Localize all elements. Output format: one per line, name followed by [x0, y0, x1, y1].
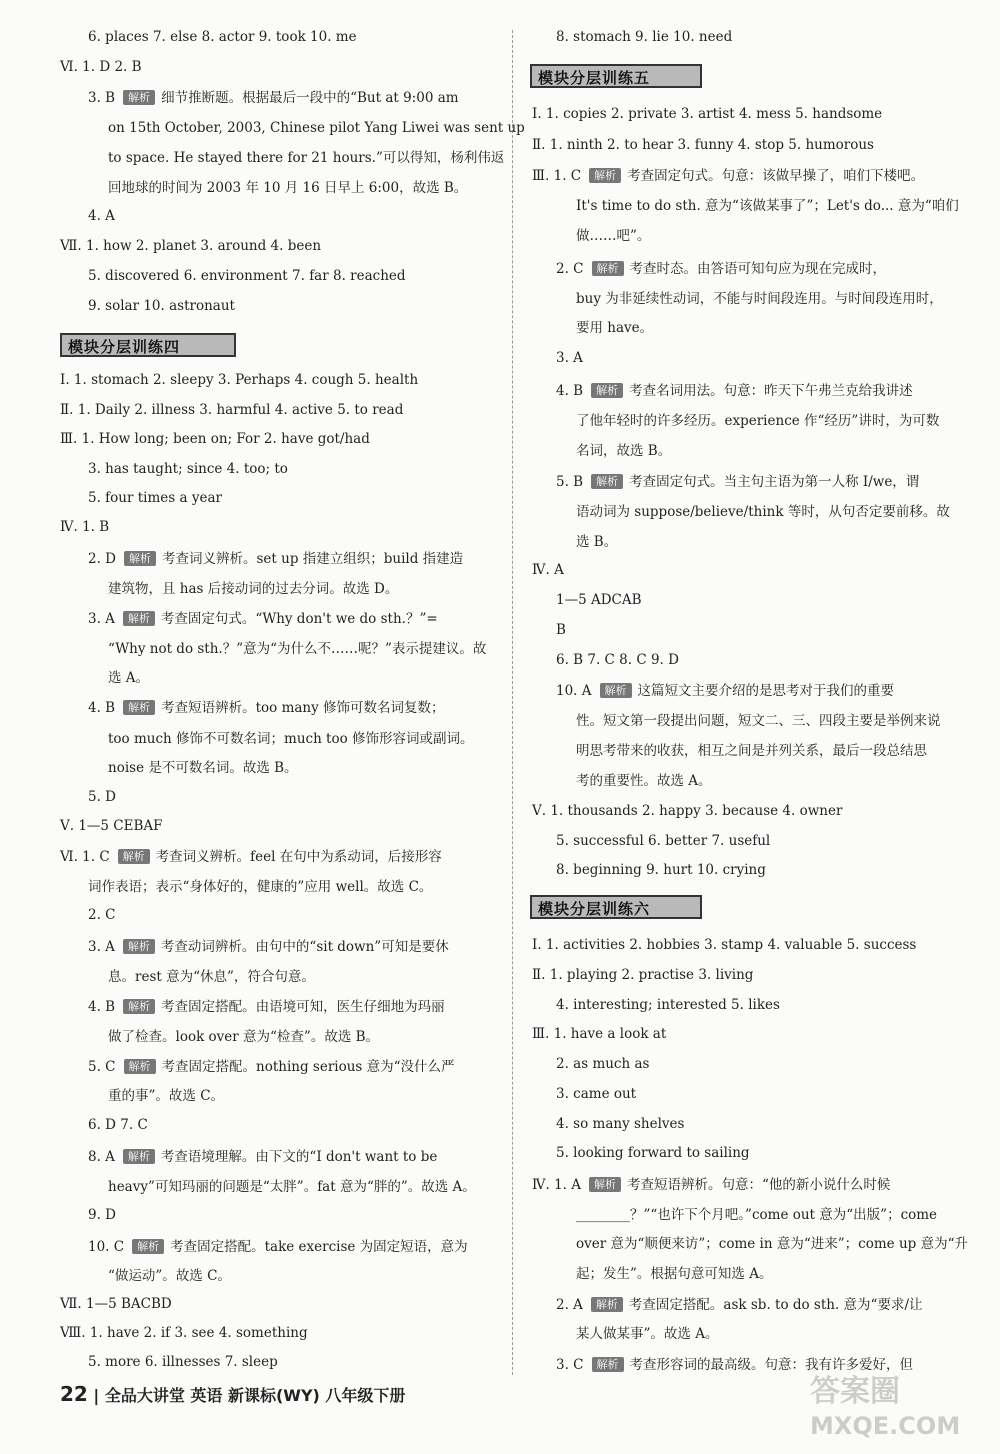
right-answer-line: [556, 1143, 750, 1163]
answer-text: Ⅲ. 1. have a look at: [532, 1026, 667, 1042]
answer-text: Ⅳ. A: [532, 562, 564, 578]
left-answer-line: [108, 1177, 476, 1197]
right-answer-line: [576, 741, 927, 761]
left-answer-line: [60, 236, 321, 256]
answer-text: 5. discovered 6. environment 7. far 8. reached: [88, 268, 406, 284]
answer-text: 了他年轻时的许多经历。experience 作“经历”讲时，为可数: [576, 413, 940, 429]
answer-text: 做……吧”。: [576, 228, 651, 244]
right-answer-line: [576, 441, 671, 461]
left-answer-line: [88, 877, 432, 897]
answer-text: 词作表语；表示“身体好的，健康的”应用 well。故选 C。: [88, 879, 433, 895]
right-answer-line: [556, 348, 583, 368]
answer-text: 8. stomach 9. lie 10. need: [556, 29, 733, 45]
left-answer-line: [60, 370, 418, 390]
watermark-text-url: MXQE.COM: [810, 1412, 961, 1440]
answer-text: Ⅴ. 1—5 CEBAF: [60, 818, 163, 834]
answer-text: 明思考带来的收获，相互之间是并列关系，最后一段总结思: [576, 743, 927, 759]
answer-text: 5. more 6. illnesses 7. sleep: [88, 1354, 278, 1370]
answer-text: Ⅰ. 1. copies 2. private 3. artist 4. mess 5. handsome: [532, 106, 883, 122]
left-answer-line: [60, 1294, 172, 1314]
answer-text: 某人做某事”。故选 A。: [576, 1326, 719, 1342]
left-answer-line: [88, 1352, 278, 1372]
answer-text: noise 是不可数名词。故选 B。: [108, 760, 298, 776]
left-answer-line: [88, 787, 116, 807]
right-answer-line: [556, 620, 566, 640]
left-answer-line: [60, 429, 370, 449]
right-answer-line: [532, 801, 842, 821]
left-answer-line: [88, 1115, 148, 1135]
answer-text: 性。短文第一段提出问题，短文二、三、四段主要是举例来说: [576, 713, 941, 729]
answer-text: 2. D: [88, 551, 116, 567]
answer-text: 建筑物，且 has 后接动词的过去分词。故选 D。: [108, 581, 399, 597]
right-answer-line: [576, 532, 617, 552]
analysis-tag: 解析: [592, 1357, 624, 1372]
answer-text: 语动词为 suppose/believe/think 等时，从句否定要前移。故: [576, 504, 950, 520]
right-answer-line: [556, 681, 894, 701]
answer-text: 2. A: [556, 1297, 583, 1313]
right-answer-line: [556, 1084, 636, 1104]
analysis-text: 考查词义辨析。set up 指建立组织；build 指建造: [162, 551, 464, 567]
left-answer-line: [108, 178, 467, 198]
answer-text: 回地球的时间为 2003 年 10 月 16 日早上 6:00，故选 B。: [108, 180, 468, 196]
left-answer-line: [88, 27, 357, 47]
analysis-text: 这篇短文主要介绍的是思考对于我们的重要: [637, 683, 895, 699]
left-answer-line: [60, 816, 163, 836]
answer-text: Ⅴ. 1. thousands 2. happy 3. because 4. owner: [532, 803, 843, 819]
right-answer-line: [556, 860, 766, 880]
left-answer-line: [88, 997, 445, 1017]
left-answer-line: [88, 609, 438, 629]
left-answer-line: [108, 118, 525, 138]
section-header: 模块分层训练六: [530, 895, 702, 919]
left-answer-line: [88, 88, 459, 108]
left-answer-line: [108, 1086, 224, 1106]
answer-text: heavy”可知玛丽的问题是“太胖”。fat 意为“胖的”。故选 A。: [108, 1179, 476, 1195]
analysis-tag: 解析: [123, 90, 155, 105]
answer-text: 1—5 ADCAB: [556, 592, 642, 608]
right-answer-line: [556, 1114, 684, 1134]
left-answer-line: [108, 758, 298, 778]
right-answer-line: [576, 196, 959, 216]
right-answer-line: [576, 1264, 772, 1284]
right-answer-line: [556, 1054, 649, 1074]
answer-text: Ⅵ. 1. D 2. B: [60, 59, 142, 75]
answer-text: 5. four times a year: [88, 490, 222, 506]
answer-text: 选 A。: [108, 670, 150, 686]
left-answer-line: [88, 1147, 437, 1167]
right-answer-line: [556, 831, 770, 851]
book-title: 全品大讲堂 英语 新课标(WY) 八年级下册: [104, 1386, 406, 1405]
answer-text: Ⅱ. 1. playing 2. practise 3. living: [532, 967, 754, 983]
analysis-text: 考查语境理解。由下文的“I don't want to be: [160, 1149, 438, 1165]
answer-text: Ⅳ. 1. A: [532, 1177, 581, 1193]
right-answer-line: [532, 135, 874, 155]
analysis-tag: 解析: [124, 551, 156, 566]
answer-text: Ⅳ. 1. B: [60, 519, 110, 535]
answer-text: 3. C: [556, 1357, 584, 1373]
left-answer-line: [108, 729, 474, 749]
right-answer-line: [556, 259, 886, 279]
right-answer-line: [556, 381, 913, 401]
right-answer-line: [576, 411, 939, 431]
right-answer-line: [532, 560, 564, 580]
answer-text: ________？”“也许下个月吧。”come out 意为“出版”；come: [576, 1207, 938, 1223]
answer-text: 9. solar 10. astronaut: [88, 298, 235, 314]
answer-text: 5. B: [556, 474, 584, 490]
answer-text: 2. as much as: [556, 1056, 650, 1072]
page-footer: [60, 1382, 405, 1406]
right-answer-line: [556, 590, 642, 610]
analysis-tag: 解析: [589, 1177, 621, 1192]
answer-text: 6. B 7. C 8. C 9. D: [556, 652, 679, 668]
right-answer-line: [576, 226, 650, 246]
analysis-tag: 解析: [132, 1239, 164, 1254]
answer-text: 9. D: [88, 1207, 116, 1223]
answer-text: 4. B: [88, 700, 116, 716]
answer-text: Ⅶ. 1—5 BACBD: [60, 1296, 172, 1312]
analysis-text: 考查固定搭配。nothing serious 意为“没什么严: [161, 1059, 455, 1075]
analysis-tag: 解析: [589, 168, 621, 183]
left-answer-line: [88, 549, 463, 569]
answer-text: Ⅱ. 1. ninth 2. to hear 3. funny 4. stop 5. humorous: [532, 137, 874, 153]
answer-text: Ⅰ. 1. activities 2. hobbies 3. stamp 4. valuable 5. success: [532, 937, 917, 953]
left-answer-line: [88, 1237, 468, 1257]
left-answer-line: [108, 668, 149, 688]
analysis-tag: 解析: [118, 849, 150, 864]
right-answer-line: [556, 1295, 923, 1315]
answer-text: 考的重要性。故选 A。: [576, 773, 712, 789]
answer-text: It's time to do sth. 意为“该做某事了”；Let's do... 意为“咱们: [576, 198, 959, 214]
analysis-tag: 解析: [124, 1059, 156, 1074]
right-answer-line: [576, 502, 950, 522]
answer-text: 2. C: [88, 907, 116, 923]
left-answer-line: [60, 1323, 308, 1343]
answer-text: 10. A: [556, 683, 592, 699]
right-answer-line: [576, 1234, 968, 1254]
answer-text: Ⅷ. 1. have 2. if 3. see 4. something: [60, 1325, 308, 1341]
answer-text: 重的事”。故选 C。: [108, 1088, 225, 1104]
left-answer-line: [108, 967, 315, 987]
left-answer-line: [88, 459, 288, 479]
analysis-text: 考查短语辨析。句意：“他的新小说什么时候: [627, 1177, 891, 1193]
right-answer-line: [576, 1205, 937, 1225]
analysis-text: 考查固定搭配。由语境可知，医生仔细地为玛丽: [161, 999, 445, 1015]
left-answer-line: [88, 698, 445, 718]
answer-text: 5. successful 6. better 7. useful: [556, 833, 771, 849]
right-answer-line: [532, 166, 924, 186]
analysis-text: 考查短语辨析。too many 修饰可数名词复数；: [161, 700, 445, 716]
left-answer-line: [108, 1027, 379, 1047]
answer-text: 6. places 7. else 8. actor 9. took 10. me: [88, 29, 357, 45]
left-answer-line: [108, 579, 398, 599]
answer-text: 3. came out: [556, 1086, 637, 1102]
section-header: 模块分层训练五: [530, 64, 702, 88]
answer-text: Ⅱ. 1. Daily 2. illness 3. harmful 4. active 5. to read: [60, 402, 404, 418]
page-number: 22: [60, 1382, 88, 1406]
analysis-tag: 解析: [123, 1149, 155, 1164]
column-divider: [512, 30, 513, 1375]
left-answer-line: [88, 488, 222, 508]
right-answer-line: [532, 104, 882, 124]
section-header: 模块分层训练四: [60, 333, 236, 357]
analysis-text: 细节推断题。根据最后一段中的“But at 9:00 am: [161, 90, 459, 106]
analysis-text: 考查名词用法。句意：昨天下午弗兰克给我讲述: [629, 383, 913, 399]
left-answer-line: [88, 266, 406, 286]
answer-text: 3. has taught; since 4. too; to: [88, 461, 288, 477]
answer-text: 名词，故选 B。: [576, 443, 672, 459]
answer-text: 起；发生”。根据句意可知选 A。: [576, 1266, 773, 1282]
analysis-tag: 解析: [591, 474, 623, 489]
right-answer-line: [532, 1024, 666, 1044]
analysis-text: 考查动词辨析。由句中的“sit down”可知是要休: [160, 939, 449, 955]
answer-text: buy 为非延续性动词，不能与时间段连用。与时间段连用时，: [576, 291, 943, 307]
analysis-tag: 解析: [123, 611, 155, 626]
answer-text: 4. so many shelves: [556, 1116, 685, 1132]
right-answer-line: [532, 1175, 890, 1195]
answer-text: 4. A: [88, 208, 115, 224]
answer-text: too much 修饰不可数名词；much too 修饰形容词或副词。: [108, 731, 474, 747]
answer-text: “做运动”。故选 C。: [108, 1268, 231, 1284]
answer-text: 8. beginning 9. hurt 10. crying: [556, 862, 766, 878]
left-answer-line: [60, 517, 109, 537]
left-answer-line: [60, 400, 403, 420]
analysis-text: 考查词义辨析。feel 在句中为系动词，后接形容: [155, 849, 442, 865]
analysis-tag: 解析: [592, 261, 624, 276]
answer-text: 3. A: [88, 939, 115, 955]
right-answer-line: [556, 27, 732, 47]
right-answer-line: [556, 995, 780, 1015]
analysis-text: 考查固定搭配。take exercise 为固定短语，意为: [170, 1239, 468, 1255]
left-answer-line: [60, 847, 442, 867]
left-answer-line: [60, 57, 142, 77]
watermark-text-cn: 答案圈: [810, 1374, 900, 1409]
footer-divider: |: [93, 1386, 105, 1405]
answer-text: “Why not do sth.？”意为“为什么不……呢？”表示提建议。故: [108, 641, 487, 657]
analysis-tag: 解析: [123, 939, 155, 954]
answer-text: Ⅰ. 1. stomach 2. sleepy 3. Perhaps 4. cough 5. health: [60, 372, 419, 388]
answer-text: Ⅶ. 1. how 2. planet 3. around 4. been: [60, 238, 322, 254]
analysis-tag: 解析: [591, 383, 623, 398]
answer-text: 3. A: [556, 350, 583, 366]
answer-text: Ⅲ. 1. How long; been on; For 2. have got/had: [60, 431, 370, 447]
watermark-logo: [810, 1372, 990, 1450]
left-answer-line: [88, 206, 115, 226]
right-answer-line: [556, 472, 919, 492]
answer-text: 5. C: [88, 1059, 116, 1075]
right-answer-line: [576, 771, 712, 791]
answer-text: over 意为“顺便来访”；come in 意为“进来”；come up 意为“升: [576, 1236, 968, 1252]
left-answer-line: [108, 639, 486, 659]
right-answer-line: [576, 711, 941, 731]
answer-text: 4. B: [88, 999, 116, 1015]
analysis-text: 考查固定句式。“Why don't we do sth.？”=: [160, 611, 438, 627]
answer-text: 5. looking forward to sailing: [556, 1145, 750, 1161]
right-answer-line: [576, 289, 943, 309]
answer-text: B: [556, 622, 566, 638]
analysis-text: 考查形容词的最高级。句意：我有许多爱好，但: [629, 1357, 914, 1373]
left-answer-line: [88, 296, 235, 316]
answer-text: 8. A: [88, 1149, 115, 1165]
answer-text: 做了检查。look over 意为“检查”。故选 B。: [108, 1029, 380, 1045]
analysis-text: 考查时态。由答语可知句应为现在完成时，: [629, 261, 887, 277]
analysis-text: 考查固定句式。句意：该做早操了，咱们下楼吧。: [627, 168, 925, 184]
right-answer-line: [532, 935, 916, 955]
left-answer-line: [108, 148, 504, 168]
answer-text: 5. D: [88, 789, 116, 805]
right-answer-line: [532, 965, 753, 985]
answer-text: 4. interesting; interested 5. likes: [556, 997, 780, 1013]
left-answer-line: [88, 1205, 116, 1225]
answer-text: 6. D 7. C: [88, 1117, 148, 1133]
analysis-text: 考查固定句式。当主句主语为第一人称 I/we，谓: [629, 474, 920, 490]
answer-text: 选 B。: [576, 534, 618, 550]
analysis-tag: 解析: [600, 683, 632, 698]
answer-text: 息。rest 意为“休息”，符合句意。: [108, 969, 315, 985]
analysis-text: 考查固定搭配。ask sb. to do sth. 意为“要求/让: [628, 1297, 923, 1313]
analysis-tag: 解析: [591, 1297, 623, 1312]
answer-text: Ⅵ. 1. C: [60, 849, 110, 865]
answer-text: on 15th October, 2003, Chinese pilot Yang Liwei was sent up: [108, 120, 525, 136]
left-answer-line: [88, 905, 116, 925]
right-answer-line: [576, 1324, 718, 1344]
left-answer-line: [88, 937, 449, 957]
answer-text: 3. B: [88, 90, 116, 106]
answer-text: 要用 have。: [576, 320, 654, 336]
analysis-tag: 解析: [123, 999, 155, 1014]
answer-text: 3. A: [88, 611, 115, 627]
right-answer-line: [556, 650, 679, 670]
analysis-tag: 解析: [123, 700, 155, 715]
answer-text: 2. C: [556, 261, 584, 277]
left-answer-line: [108, 1266, 231, 1286]
answer-text: 4. B: [556, 383, 584, 399]
answer-text: to space. He stayed there for 21 hours.”可以得知，杨利伟返: [108, 150, 505, 166]
answer-text: 10. C: [88, 1239, 125, 1255]
answer-text: Ⅲ. 1. C: [532, 168, 582, 184]
right-answer-line: [576, 318, 653, 338]
left-answer-line: [88, 1057, 455, 1077]
